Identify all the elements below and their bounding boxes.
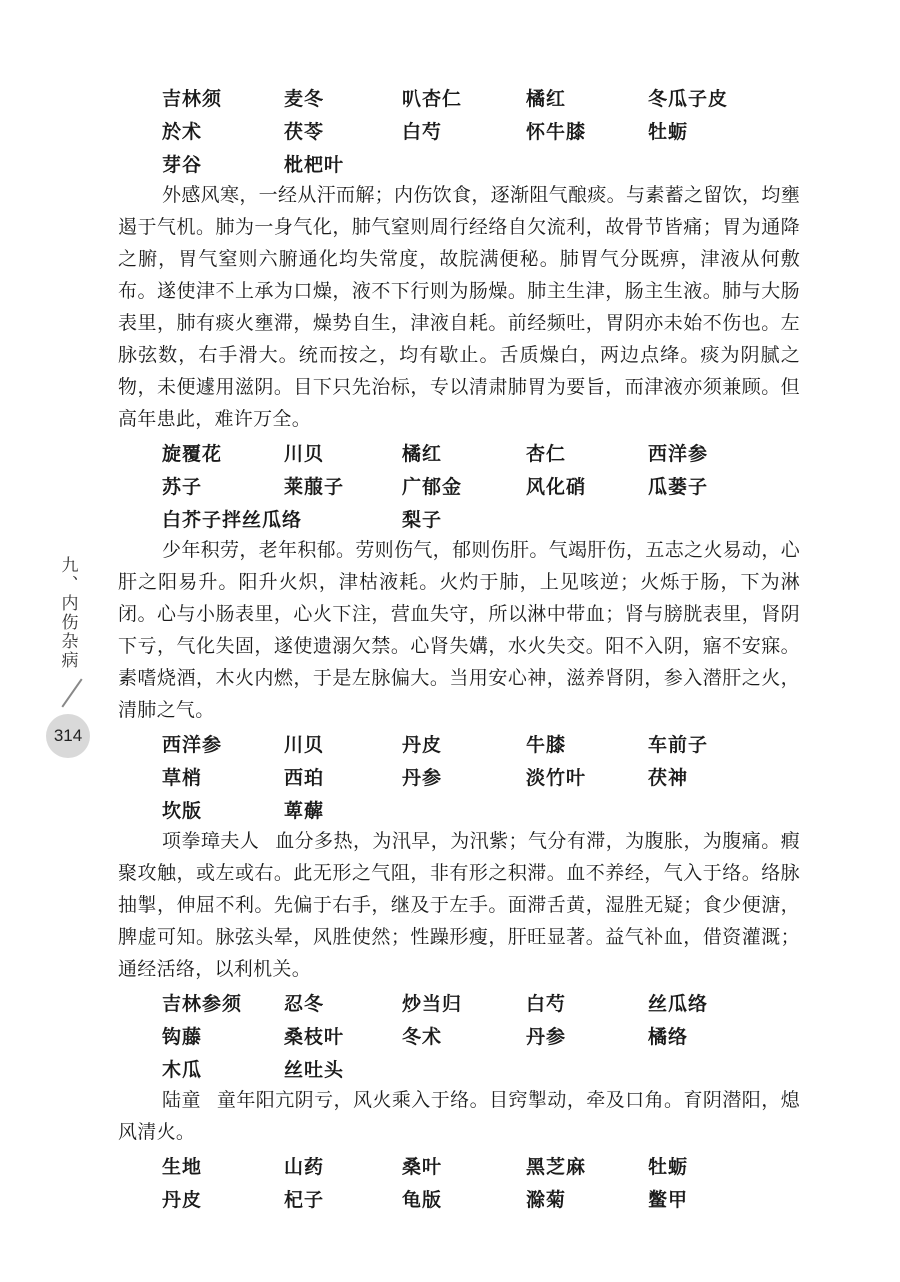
herb: 茯神 — [648, 767, 689, 789]
patient-name: 项拳璋夫人 — [162, 830, 260, 852]
chapter-margin — [44, 556, 92, 758]
herb-row — [118, 80, 800, 113]
prescription-2 — [118, 435, 800, 534]
herb: 广郁金 — [402, 476, 463, 498]
herb: 茯苓 — [284, 121, 325, 143]
herb: 坎版 — [162, 800, 203, 822]
case-text-1: 外感风寒，一经从汗而解；内伤饮食，逐渐阻气酿痰。与素蓄之留饮，均壅遏于气机。肺为一身气化，肺气窒则周行经络自欠流利，故骨节皆痛；胃为通降之腑，胃气窒则六腑通化均失常度，故脘满便秘。肺胃气分既痹，津液从何敷布。遂使津不上承为口燥，液不下行则为肠燥。肺主生津，肠主生液。肺与大肠表里，肺有痰火壅滞，燥势自生，津液自耗。前经频吐，胃阴亦未始不伤也。左脉弦数，右手滑大。统而按之，均有歇止。舌质燥白，两边点绛。痰为阴腻之物，未便遽用滋阴。目下只先治标，专以清肃肺胃为要旨，而津液亦须兼顾。但高年患此，难许万全。 — [118, 184, 800, 430]
herb: 西珀 — [284, 767, 325, 789]
herb-row — [118, 113, 800, 146]
herb: 牛膝 — [526, 734, 567, 756]
herb: 山药 — [284, 1156, 325, 1178]
divider-line — [61, 679, 82, 708]
case-text-4 — [118, 1084, 800, 1148]
herb: 冬术 — [402, 1026, 443, 1048]
herb: 生地 — [162, 1156, 203, 1178]
herb: 怀牛膝 — [526, 121, 587, 143]
herb: 杞子 — [284, 1189, 325, 1211]
herb: 橘红 — [526, 88, 567, 110]
herb: 滁菊 — [526, 1189, 567, 1211]
herb: 丹参 — [526, 1026, 567, 1048]
herb-row — [118, 146, 800, 179]
herb: 白芍 — [526, 993, 567, 1015]
prescription-3 — [118, 726, 800, 825]
herb: 川贝 — [284, 443, 325, 465]
chapter-title: 九、内伤杂病 — [57, 556, 78, 670]
herb: 萆薢 — [284, 800, 325, 822]
herb-row — [118, 985, 800, 1018]
herb-row — [118, 468, 800, 501]
herb-row — [118, 726, 800, 759]
herb: 桑枝叶 — [284, 1026, 345, 1048]
herb: 丹参 — [402, 767, 443, 789]
herb: 白芍 — [402, 121, 443, 143]
herb: 叭杏仁 — [402, 88, 463, 110]
herb: 旋覆花 — [162, 443, 223, 465]
herb: 黑芝麻 — [526, 1156, 587, 1178]
herb-row — [118, 792, 800, 825]
herb: 苏子 — [162, 476, 203, 498]
page-content — [118, 80, 800, 1214]
herb: 牡蛎 — [648, 121, 689, 143]
herb: 白芥子拌丝瓜络 — [162, 509, 303, 531]
case-text-3 — [118, 825, 800, 985]
herb: 梨子 — [402, 509, 443, 531]
herb-row — [118, 759, 800, 792]
herb: 丹皮 — [162, 1189, 203, 1211]
herb: 西洋参 — [162, 734, 223, 756]
herb: 牡蛎 — [648, 1156, 689, 1178]
patient-name: 陆童 — [162, 1089, 201, 1111]
herb: 麦冬 — [284, 88, 325, 110]
herb-row — [118, 1018, 800, 1051]
herb: 风化硝 — [526, 476, 587, 498]
herb: 芽谷 — [162, 154, 203, 176]
herb-row — [118, 435, 800, 468]
prescription-5 — [118, 1148, 800, 1214]
herb: 草梢 — [162, 767, 203, 789]
page-number: 314 — [46, 714, 90, 758]
herb: 西洋参 — [648, 443, 709, 465]
herb-row — [118, 1181, 800, 1214]
herb: 冬瓜子皮 — [648, 88, 729, 110]
herb: 川贝 — [284, 734, 325, 756]
herb: 车前子 — [648, 734, 709, 756]
case-text-2: 少年积劳，老年积郁。劳则伤气，郁则伤肝。气竭肝伤，五志之火易动，心肝之阳易升。阳升火炽，津枯液耗。火灼于肺，上见咳逆；火烁于肠，下为淋闭。心与小肠表里，心火下注，营血失守，所以淋中带血；肾与膀胱表里，肾阴下亏，气化失固，遂使遗溺欠禁。心肾失媾，水火失交。阳不入阴，寤不安寐。素嗜烧酒，木火内燃，于是左脉偏大。当用安心神，滋养肾阴，参入潜肝之火，清肺之气。 — [118, 539, 800, 721]
herb: 丝吐头 — [284, 1059, 345, 1081]
herb: 忍冬 — [284, 993, 325, 1015]
prescription-4 — [118, 985, 800, 1084]
herb: 吉林须 — [162, 88, 223, 110]
herb: 龟版 — [402, 1189, 443, 1211]
herb: 炒当归 — [402, 993, 463, 1015]
herb: 於术 — [162, 121, 203, 143]
herb: 丹皮 — [402, 734, 443, 756]
herb: 丝瓜络 — [648, 993, 709, 1015]
herb: 杏仁 — [526, 443, 567, 465]
herb: 淡竹叶 — [526, 767, 587, 789]
herb-row — [118, 501, 800, 534]
herb: 瓜蒌子 — [648, 476, 709, 498]
case-body: 童年阳亢阴亏，风火乘入于络。目窍掣动，牵及口角。育阴潜阳，熄风清火。 — [118, 1089, 800, 1143]
herb-row — [118, 1148, 800, 1181]
herb: 木瓜 — [162, 1059, 203, 1081]
herb: 桑叶 — [402, 1156, 443, 1178]
herb: 鳖甲 — [648, 1189, 689, 1211]
herb: 橘络 — [648, 1026, 689, 1048]
herb-row — [118, 1051, 800, 1084]
case-body: 血分多热，为汛早，为汛紫；气分有滞，为腹胀，为腹痛。瘕聚攻触，或左或右。此无形之气阻，非有形之积滞。血不养经，气入于络。络脉抽掣，伸屈不利。先偏于右手，继及于左手。面滞舌黄，湿胜无疑；食少便溏，脾虚可知。脉弦头晕，风胜使然；性躁形瘦，肝旺显著。益气补血，借资灌溉；通经活络，以利机关。 — [118, 830, 800, 980]
prescription-1 — [118, 80, 800, 179]
herb: 钩藤 — [162, 1026, 203, 1048]
herb: 莱菔子 — [284, 476, 345, 498]
herb: 橘红 — [402, 443, 443, 465]
herb: 枇杷叶 — [284, 154, 345, 176]
herb: 吉林参须 — [162, 993, 243, 1015]
